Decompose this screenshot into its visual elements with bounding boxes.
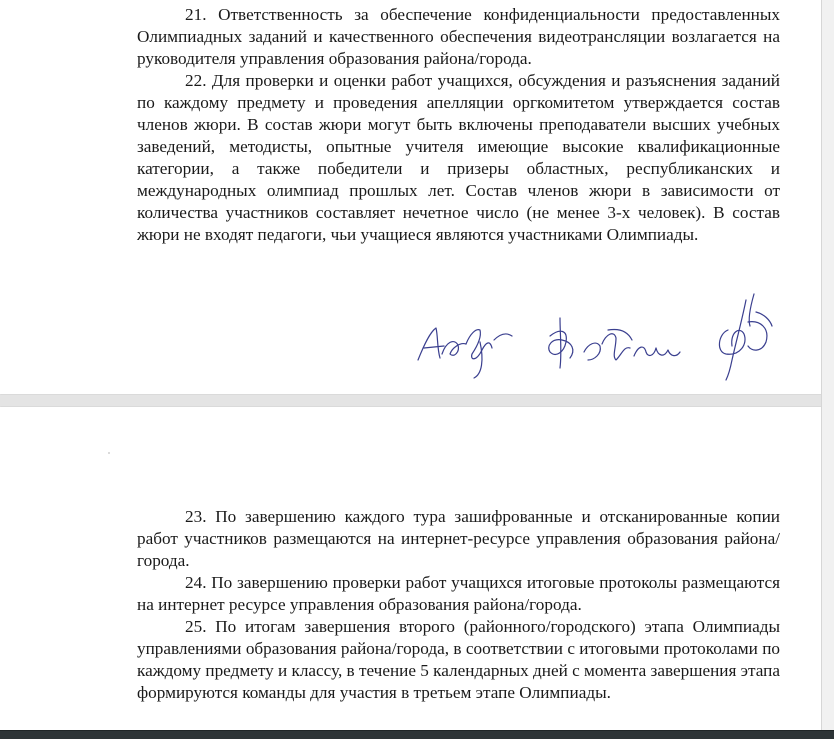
paragraph-24: 24. По завершению проверки работ учащихся итоговые протоколы размещаются на интернет ресурсе управления образования района/города. [137, 573, 780, 614]
signature-1 [418, 328, 512, 378]
document-page-2 [0, 407, 822, 731]
page-1-text [137, 4, 780, 246]
paragraph-22: 22. Для проверки и оценки работ учащихся, обсуждения и разъяснения заданий по каждому предмету и проведения апелляции оргкомитетом утверждается состав членов жюри. В состав жюри могут быть включены преподаватели высших учебных заведений, методисты, опытные учителя имеющие высокие квалификационные категории, а также победители и призеры областных, республиканских и международных олимпиад прошлых лет. Состав членов жюри в зависимости от количества участников составляет нечетное число (не менее 3-х человек). В состав жюри не входят педагоги, чьи учащиеся являются участниками Олимпиады. [137, 71, 780, 244]
signatures-block [410, 290, 780, 382]
signature-2 [549, 318, 680, 368]
vertical-scrollbar[interactable] [821, 0, 834, 731]
handwritten-signatures [410, 290, 780, 382]
signature-3 [719, 294, 772, 380]
scan-artifact [108, 452, 110, 454]
paragraph-21: 21. Ответственность за обеспечение конфиденциальности предоставленных Олимпиадных заданий и качественного обеспечения видеотрансляции возлагается на руководителя управления образования района/города. [137, 5, 780, 68]
page-2-text [137, 506, 780, 704]
paragraph-23: 23. По завершению каждого тура зашифрованные и отсканированные копии работ участников размещаются на интернет-ресурсе управления образования района/города. [137, 507, 780, 570]
taskbar [0, 730, 834, 739]
paragraph-25: 25. По итогам завершения второго (районного/городского) этапа Олимпиады управлениями образования района/города, в соответствии с итоговыми протоколами по каждому предмету и классу, в течение 5 календарных дней с момента завершения этапа формируются команды для участия в третьем этапе Олимпиады. [137, 617, 780, 702]
